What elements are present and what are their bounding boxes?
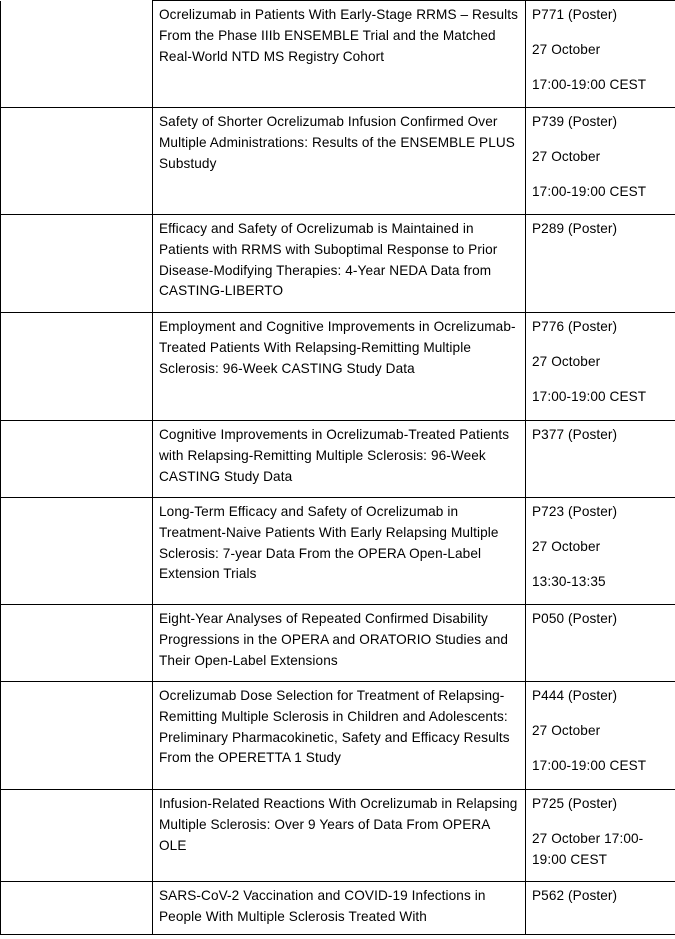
session-code: P562 (Poster) [532,888,618,903]
presentation-title: Efficacy and Safety of Ocrelizumab is Maintained in Patients with RRMS with Suboptimal Response to Prior Disease-Modifying Therapies: 4-Year NEDA Data from CASTING-LIBERTO [153,215,526,313]
session-code: P444 (Poster) [532,688,618,703]
presentation-title: Cognitive Improvements in Ocrelizumab-Treated Patients with Relapsing-Remitting Multiple Sclerosis: 96-Week CASTING Study Data [153,421,526,498]
session-cell [526,108,675,215]
table-row [1,682,675,790]
session-date: 27 October 17:00-19:00 CEST [532,830,644,867]
table-row [1,498,675,605]
table-row [1,108,675,215]
presentation-title: Ocrelizumab Dose Selection for Treatment of Relapsing-Remitting Multiple Sclerosis in Children and Adolescents: Preliminary Pharmacokinetic, Safety and Efficacy Results From the OPERETTA 1 Study [153,682,526,790]
session-cell [526,682,675,790]
presentation-title: Ocrelizumab in Patients With Early-Stage RRMS – Results From the Phase IIIb ENSEMBLE Trial and the Matched Real-World NTD MS Registry Cohort [153,1,526,108]
table-row [1,1,675,108]
session-date: 27 October [532,41,601,57]
session-date: 27 October [532,538,601,554]
session-cell [526,313,675,421]
session-cell [526,790,675,882]
session-time: 17:00-19:00 CEST [532,183,647,199]
session-date: 27 October [532,353,601,369]
table-row [1,605,675,682]
table-row [1,790,675,882]
session-time: 17:00-19:00 CEST [532,388,647,404]
presentation-title: Safety of Shorter Ocrelizumab Infusion Confirmed Over Multiple Administrations: Results of the ENSEMBLE PLUS Substudy [153,108,526,215]
blank-cell [1,790,153,882]
table-row [1,882,675,935]
session-time: 17:00-19:00 CEST [532,757,647,773]
session-time: 17:00-19:00 CEST [532,76,647,92]
session-cell [526,1,675,108]
session-code: P289 (Poster) [532,221,618,236]
blank-cell [1,421,153,498]
session-date: 27 October [532,148,601,164]
blank-cell [1,882,153,935]
presentation-title: SARS-CoV-2 Vaccination and COVID-19 Infections in People With Multiple Sclerosis Treated With [153,882,526,935]
table-row [1,313,675,421]
presentations-table-body [1,1,675,935]
session-cell [526,215,675,313]
blank-cell [1,1,153,108]
blank-cell [1,498,153,605]
session-code: P725 (Poster) [532,796,618,811]
blank-cell [1,313,153,421]
session-date: 27 October [532,722,601,738]
session-code: P377 (Poster) [532,427,618,442]
session-code: P771 (Poster) [532,7,618,22]
table-row [1,421,675,498]
session-code: P723 (Poster) [532,504,618,519]
table-row [1,215,675,313]
presentation-title: Long-Term Efficacy and Safety of Ocrelizumab in Treatment-Naive Patients With Early Relapsing Multiple Sclerosis: 7-year Data From the OPERA Open-Label Extension Trials [153,498,526,605]
session-cell [526,882,675,935]
blank-cell [1,108,153,215]
session-code: P739 (Poster) [532,114,618,129]
presentation-title: Infusion-Related Reactions With Ocrelizumab in Relapsing Multiple Sclerosis: Over 9 Years of Data From OPERA OLE [153,790,526,882]
session-time: 13:30-13:35 [532,573,606,589]
session-cell [526,421,675,498]
blank-cell [1,215,153,313]
session-code: P776 (Poster) [532,319,618,334]
session-cell [526,605,675,682]
presentation-title: Employment and Cognitive Improvements in Ocrelizumab-Treated Patients With Relapsing-Remitting Multiple Sclerosis: 96-Week CASTING Study Data [153,313,526,421]
presentation-title: Eight-Year Analyses of Repeated Confirmed Disability Progressions in the OPERA and ORATORIO Studies and Their Open-Label Extensions [153,605,526,682]
session-cell [526,498,675,605]
session-code: P050 (Poster) [532,611,618,626]
blank-cell [1,605,153,682]
blank-cell [1,682,153,790]
